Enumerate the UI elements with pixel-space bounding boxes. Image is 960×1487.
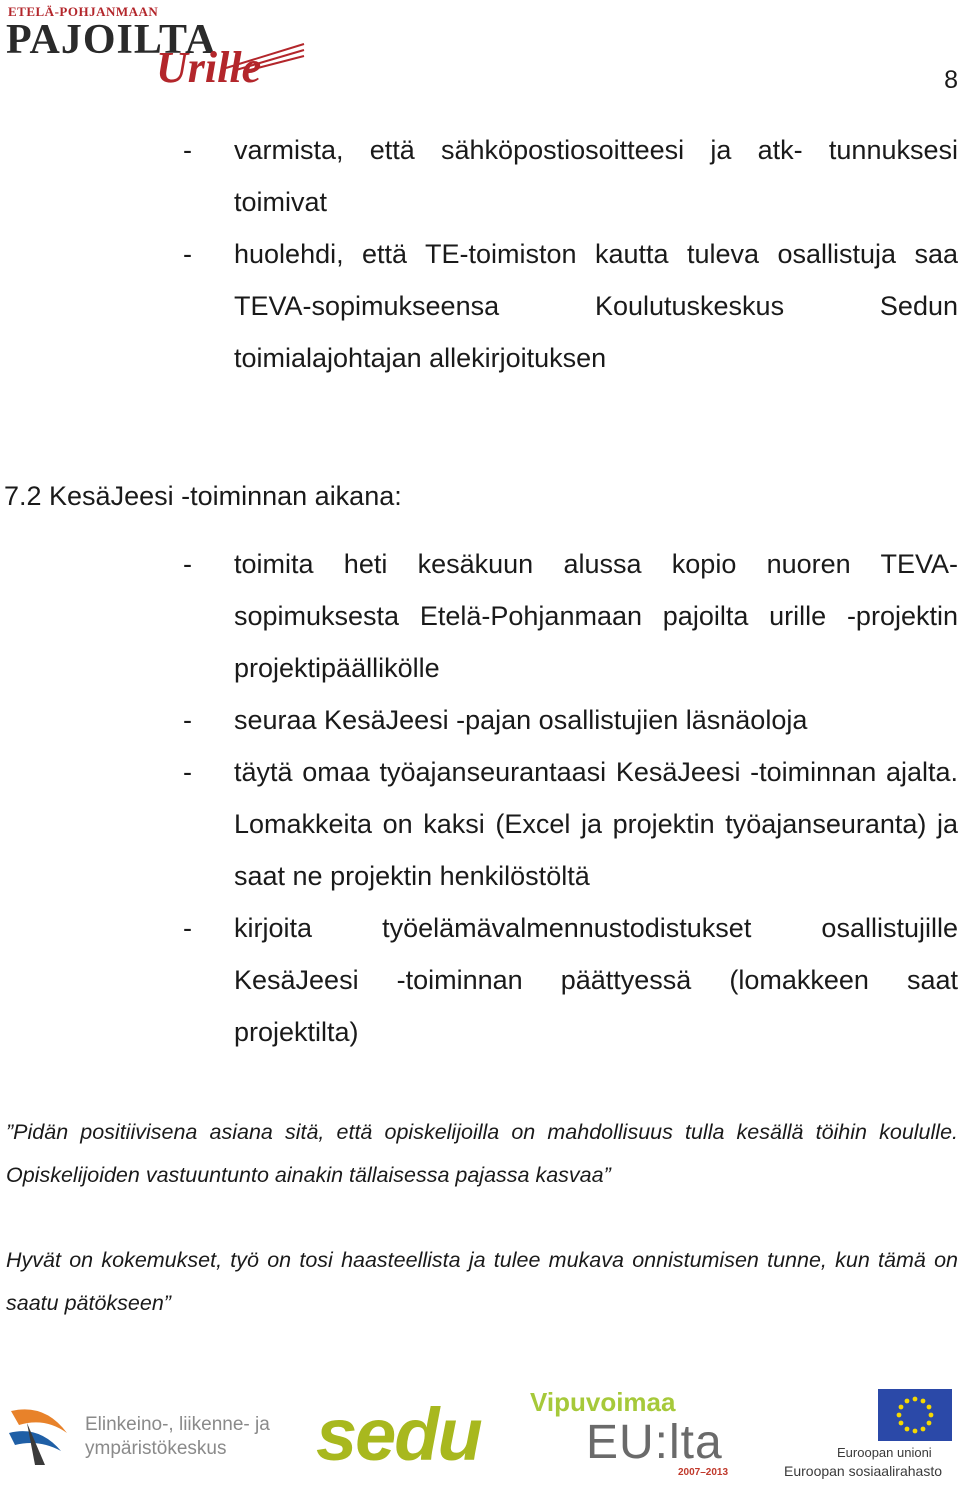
eulta-text: EU:lta bbox=[586, 1416, 723, 1469]
sedu-logo: sedu bbox=[316, 1393, 481, 1476]
list-item bbox=[183, 746, 958, 902]
list-item bbox=[183, 694, 958, 746]
vipuvoimaa-text: Vipuvoimaa bbox=[530, 1387, 676, 1417]
list-item-text: täytä omaa työajanseurantaasi KesäJeesi -toiminnan ajalta. Lomakkeita on kaksi (Excel ja projektin työajanseuranta) ja saat ne projektin henkilöstöltä bbox=[234, 757, 958, 891]
list-dash: - bbox=[183, 549, 192, 579]
list-item-text: toimita heti kesäkuun alussa kopio nuoren TEVA-sopimuksesta Etelä-Pohjanmaan pajoilta urille -projektin projektipäällikölle bbox=[234, 549, 958, 683]
list-item-text: seuraa KesäJeesi -pajan osallistujien läsnäoloja bbox=[234, 705, 808, 735]
ely-logo bbox=[5, 1403, 285, 1469]
years-text: 2007–2013 bbox=[678, 1467, 729, 1478]
logo-swoosh-icon bbox=[216, 42, 306, 72]
list-item-text: huolehdi, että TE-toimiston kautta tuleva osallistuja saa TEVA-sopimukseensa Koulutuskeskus Sedun toimialajohtajan allekirjoituksen bbox=[234, 239, 958, 373]
ely-line-1: Elinkeino-, liikenne- ja bbox=[85, 1414, 270, 1435]
list-item bbox=[183, 902, 958, 1058]
list-dash: - bbox=[183, 757, 192, 787]
list-item bbox=[183, 538, 958, 694]
logo-main-text: PAJOILTA bbox=[6, 17, 217, 63]
eu-logo bbox=[782, 1387, 960, 1483]
section-heading: 7.2 KesäJeesi -toiminnan aikana: bbox=[4, 481, 402, 511]
list-item bbox=[183, 124, 958, 228]
list-item bbox=[183, 228, 958, 384]
eu-line-1: Euroopan unioni bbox=[837, 1445, 932, 1460]
pajoilta-urille-logo bbox=[6, 4, 306, 92]
list-dash: - bbox=[183, 239, 192, 269]
eu-flag-icon bbox=[878, 1389, 952, 1441]
logo-script-text: Urille bbox=[156, 43, 262, 92]
list-dash: - bbox=[183, 913, 192, 943]
footer-logos bbox=[0, 1385, 960, 1485]
logo-region-text: ETELÄ-POHJANMAAN bbox=[8, 4, 159, 19]
quote: Hyvät on kokemukset, työ on tosi haasteellista ja tulee mukava onnistumisen tunne, kun tämä on saatu pätökseen” bbox=[6, 1248, 958, 1315]
quote: ”Pidän positiivisena asiana sitä, että opiskelijoilla on mahdollisuus tulla kesällä töihin koululle. Opiskelijoiden vastuuntunto ainakin tällaisessa pajassa kasvaa” bbox=[6, 1120, 958, 1187]
ely-line-2: ympäristökeskus bbox=[85, 1438, 227, 1459]
vipuvoimaa-logo bbox=[530, 1387, 750, 1479]
list-dash: - bbox=[183, 135, 192, 165]
list-item-text: kirjoita työelämävalmennustodistukset osallistujille KesäJeesi -toiminnan päättyessä (lomakkeen saat projektilta) bbox=[234, 913, 958, 1047]
ely-emblem-icon bbox=[5, 1403, 75, 1469]
eu-line-2: Euroopan sosiaalirahasto bbox=[784, 1463, 942, 1479]
list-item-text: varmista, että sähköpostiosoitteesi ja atk- tunnuksesi toimivat bbox=[234, 135, 958, 217]
list-dash: - bbox=[183, 705, 192, 735]
ely-text bbox=[85, 1413, 270, 1461]
page-number: 8 bbox=[944, 66, 958, 94]
